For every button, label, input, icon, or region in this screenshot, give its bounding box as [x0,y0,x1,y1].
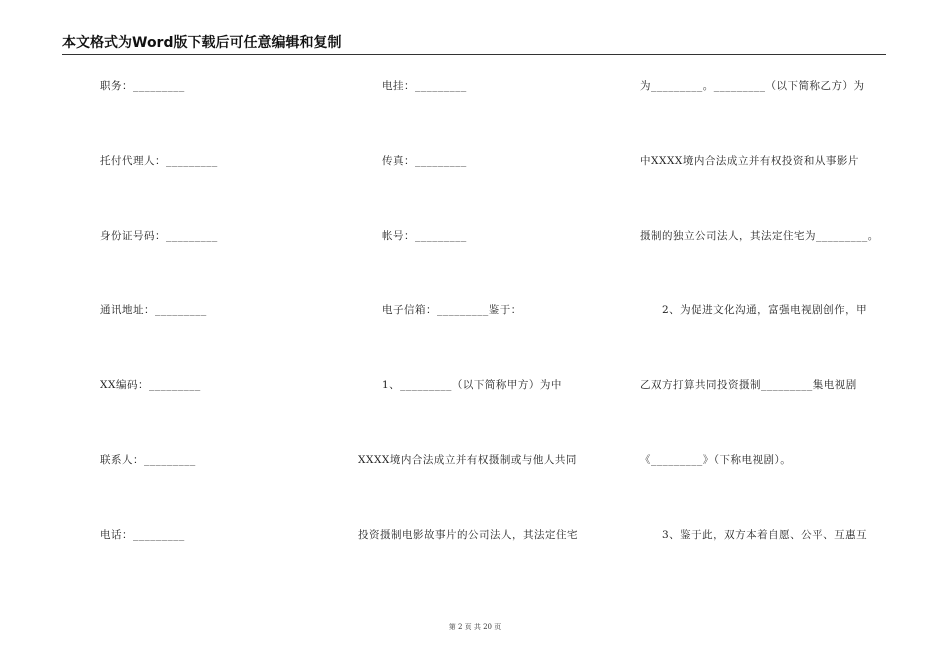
paragraph-line: 3、鉴于此，双方本着自愿、公平、互惠互 [640,529,868,541]
field-position: 职务：_________ [100,80,185,92]
field-id-number: 身份证号码：_________ [100,230,218,242]
paragraph-line: 乙双方打算共同投资摄制_________集电视剧 [640,379,857,391]
header-title: 本文格式为Word版下载后可任意编辑和复制 [62,35,342,51]
paragraph-line: 《_________》（下称电视剧）。 [640,454,792,466]
field-email: 电子信箱：_________鉴于： [382,304,522,316]
field-contact: 联系人：_________ [100,454,196,466]
paragraph-line: 2、为促进文化沟通，富强电视剧创作，甲 [640,304,868,316]
field-phone: 电话：_________ [100,529,185,541]
field-postcode: XX编码：_________ [100,379,201,391]
paragraph-line: 摄制的独立公司法人，其法定住宅为_________。 [640,230,879,242]
column-right [640,0,900,672]
field-account: 帐号：_________ [382,230,467,242]
paragraph-line: 中XXXX境内合法成立并有权投资和从事影片 [640,155,859,167]
paragraph-line: 为_________。_________（以下简称乙方）为 [640,80,865,92]
paragraph-line: 1、_________（以下简称甲方）为中 [382,379,562,391]
field-telegraph: 电挂：_________ [382,80,467,92]
paragraph-line: 投资摄制电影故事片的公司法人，其法定住宅 [358,529,578,541]
field-address: 通讯地址：_________ [100,304,207,316]
field-agent: 托付代理人：_________ [100,155,218,167]
column-left [100,0,340,672]
field-fax: 传真：_________ [382,155,467,167]
column-middle [356,0,616,672]
paragraph-line: XXXX境内合法成立并有权摄制或与他人共同 [358,454,577,466]
page-number: 第 2 页 共 20 页 [448,623,502,631]
